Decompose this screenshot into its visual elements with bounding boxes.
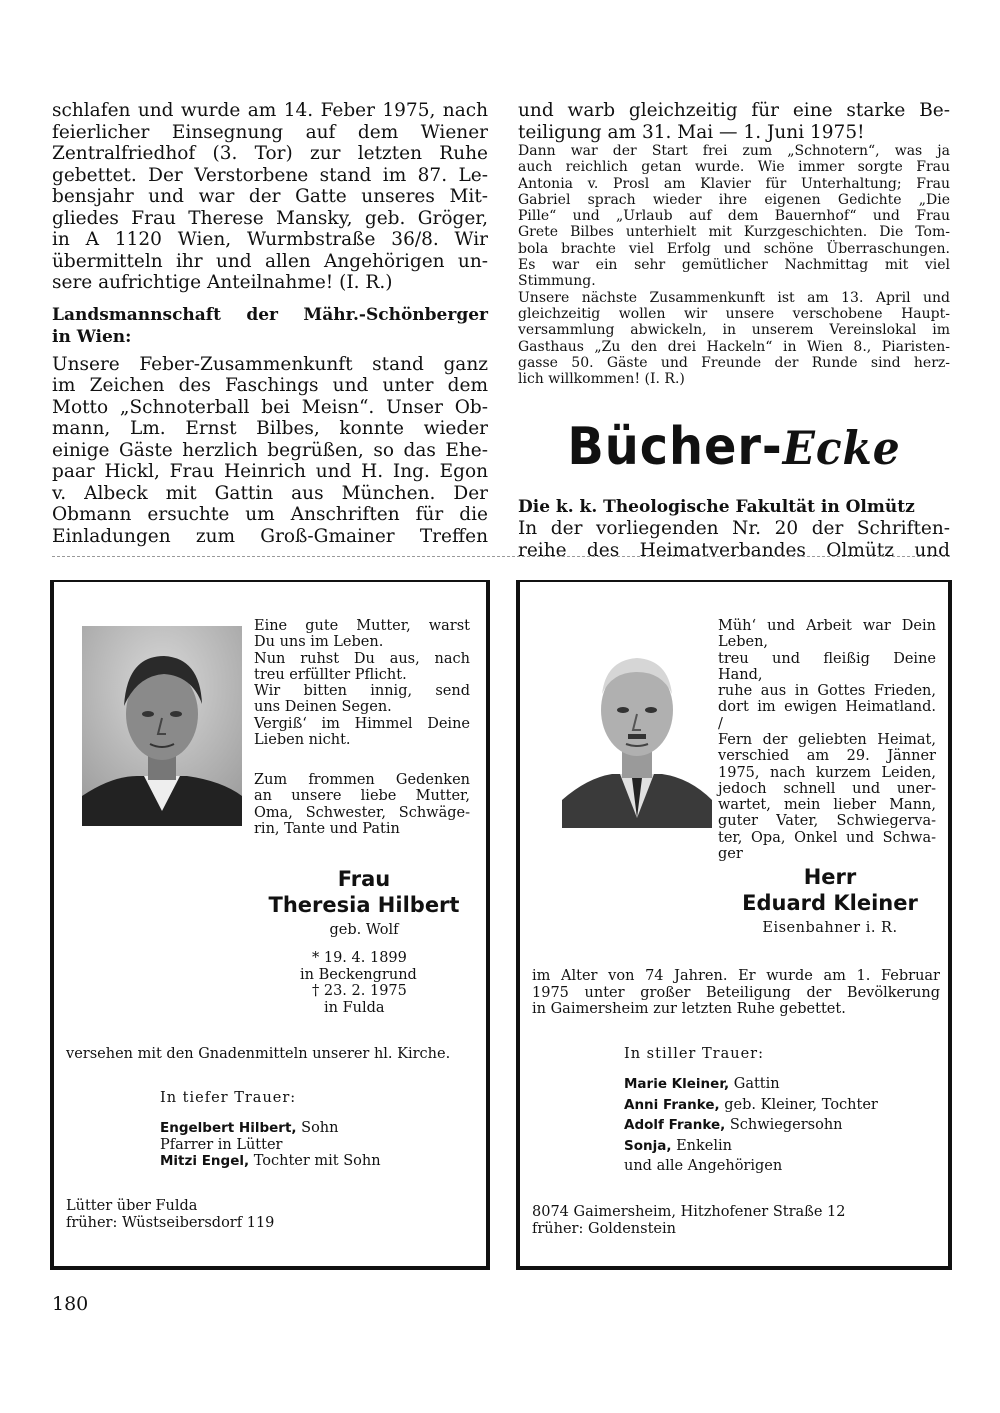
- text-line: Unsere nächste Zusammenkunft ist am 13. April und: [518, 289, 950, 306]
- verse-line: Nun ruhst Du aus, nach: [254, 650, 470, 667]
- mourner-relation: und alle Angehörigen: [624, 1158, 783, 1174]
- text-line: Gasthaus „Zu den drei Hackeln“ in Wien 8., Piaristen-: [518, 338, 950, 355]
- text-line: gasse 50. Gäste und Freunde der Runde sind herz-: [518, 354, 950, 371]
- occupation: Eisenbahner i. R.: [762, 920, 898, 936]
- mourner-name: Adolf Franke,: [624, 1117, 726, 1133]
- verse-line: wartet, mein lieber Mann,: [718, 797, 936, 814]
- portrait-photo-woman: [82, 626, 242, 826]
- death-place: in Fulda: [324, 999, 385, 1016]
- mourner-name: Anni Franke,: [624, 1096, 720, 1113]
- text-line: gebettet. Der Verstorbene stand im 87. Le-: [52, 164, 488, 186]
- text-line: v. Albeck mit Gattin aus München. Der: [52, 482, 488, 504]
- text-line: gliedes Frau Therese Mansky, geb. Gröger,: [52, 207, 488, 229]
- verse-line: dort im ewigen Heimatland.: [718, 699, 936, 716]
- verse-line: Oma, Schwester, Schwäge-: [254, 804, 470, 821]
- right-column: [518, 100, 950, 561]
- verse-line: Hand,: [718, 666, 763, 683]
- address-line: früher: Goldenstein: [532, 1220, 676, 1237]
- name-prefix: Herr: [803, 865, 857, 889]
- heading-word: der: [246, 304, 279, 325]
- birth-place: in Beckengrund: [300, 966, 417, 983]
- text-line: übermitteln ihr und allen Angehörigen un-: [52, 250, 488, 272]
- text-line: schlafen und wurde am 14. Feber 1975, nach: [52, 100, 488, 121]
- left-paragraph-1: [52, 100, 488, 294]
- verse-line: guter Vater, Schwiegerva-: [718, 813, 936, 830]
- deceased-name-block: [710, 864, 950, 937]
- memorial-text: [718, 732, 936, 862]
- memorial-dedication: [254, 772, 470, 837]
- verse-line: Lieben nicht.: [254, 732, 351, 749]
- text-line: 1975 unter großer Beteiligung der Bevölkerung: [532, 984, 940, 1001]
- verse-line: rin, Tante und Patin: [254, 820, 400, 837]
- mourner-relation: Enkelin: [671, 1137, 732, 1154]
- address-line: 8074 Gaimersheim, Hitzhofener Straße 12: [532, 1204, 846, 1220]
- text-line: sere aufrichtige Anteilnahme! (I. R.): [52, 272, 393, 293]
- life-dates: [300, 950, 470, 1016]
- left-column: [52, 100, 488, 547]
- mourner-name: Mitzi Engel,: [160, 1153, 250, 1169]
- name-prefix: Frau: [337, 867, 391, 891]
- verse-line: uns Deinen Segen.: [254, 699, 392, 716]
- verse-line: Eine gute Mutter, warst: [254, 618, 470, 634]
- verse-line: treu erfüllter Pflicht.: [254, 666, 407, 683]
- memorial-verse: [254, 618, 470, 748]
- mourner-relation: geb. Kleiner, Tochter: [719, 1096, 878, 1113]
- text-line: und warb gleichzeitig für eine starke Be-: [518, 100, 950, 121]
- obituary-notice-kleiner: [516, 580, 952, 1270]
- mourner-relation: Schwiegersohn: [725, 1117, 843, 1133]
- heading-word: Landsmannschaft: [52, 304, 221, 325]
- deceased-name: Eduard Kleiner: [742, 891, 918, 915]
- text-line: bola brachte viel Erfolg und schöne Überraschungen.: [518, 240, 950, 257]
- text-line: Pille“ und „Urlaub auf dem Bauernhof“ und Frau: [518, 208, 950, 225]
- mourner-relation: Sohn: [296, 1120, 339, 1136]
- deceased-name: Theresia Hilbert: [268, 893, 460, 917]
- mourner-entry: [160, 1153, 381, 1170]
- book-review-heading: Die k. k. Theologische Fakultät in Olmütz: [518, 497, 915, 518]
- verse-line: an unsere liebe Mutter,: [254, 788, 470, 805]
- right-paragraph-2: [518, 143, 950, 290]
- death-date: † 23. 2. 1975: [312, 983, 407, 999]
- text-line: mann, Lm. Ernst Bilbes, konnte wieder: [52, 418, 488, 439]
- family-address: [532, 1204, 846, 1237]
- mourner-entry: [160, 1120, 381, 1137]
- right-paragraph-4: [518, 518, 950, 561]
- text-line: Unsere Feber-Zusammenkunft stand ganz: [52, 353, 488, 375]
- text-line: versammlung abwickeln, in unserem Vereinslokal im: [518, 322, 950, 339]
- mourner-relation: Tochter mit Sohn: [249, 1153, 381, 1169]
- text-line: bensjahr und war der Gatte unseres Mit-: [52, 186, 488, 207]
- mourner-entry: [624, 1095, 878, 1116]
- right-paragraph-3: [518, 290, 950, 388]
- birth-date: * 19. 4. 1899: [312, 950, 407, 966]
- mourning-intro: In stiller Trauer:: [624, 1046, 764, 1062]
- text-line: Es war ein sehr gemütlicher Nachmittag mit viel: [518, 257, 950, 274]
- text-line: Stimmung.: [518, 273, 596, 290]
- verse-line: verschied am 29. Jänner: [718, 748, 936, 765]
- sacraments-line: versehen mit den Gnadenmitteln unserer hl. Kirche.: [66, 1046, 451, 1062]
- mourner-relation: Pfarrer in Lütter: [160, 1136, 283, 1153]
- mourners-list: [624, 1074, 878, 1177]
- text-line: im Alter von 74 Jahren. Er wurde am 1. Februar: [532, 968, 940, 984]
- mourner-name: Sonja,: [624, 1137, 672, 1154]
- text-line: Antonia v. Prosl am Klavier für Unterhaltung; Frau: [518, 175, 950, 192]
- text-line: Motto „Schnoterball bei Meisn“. Unser Ob-: [52, 396, 488, 418]
- address-line: früher: Wüstseibersdorf 119: [66, 1214, 275, 1231]
- maiden-name: geb. Wolf: [329, 922, 399, 938]
- family-address: [66, 1198, 274, 1231]
- text-line: In der vorliegenden Nr. 20 der Schriften-: [518, 518, 950, 540]
- text-line: Dann war der Start frei zum „Schnotern“, was ja: [518, 143, 950, 159]
- text-line: paar Hickl, Frau Heinrich und H. Ing. Egon: [52, 461, 488, 482]
- verse-line: Müh‘ und Arbeit war Dein: [718, 618, 936, 634]
- text-line: feierlicher Einsegnung auf dem Wiener: [52, 121, 488, 143]
- verse-line: ter, Opa, Onkel und Schwa-: [718, 829, 936, 846]
- verse-line: Fern der geliebten Heimat,: [718, 732, 936, 748]
- verse-line: ruhe aus in Gottes Frieden,: [718, 683, 936, 700]
- mourner-name: Marie Kleiner,: [624, 1076, 730, 1092]
- text-line: Einladungen zum Groß-Gmainer Treffen: [52, 525, 488, 547]
- verse-line: Du uns im Leben.: [254, 634, 384, 651]
- verse-line: Leben,: [718, 634, 769, 651]
- right-paragraph-1: [518, 100, 950, 143]
- verse-line: jedoch schnell und uner-: [718, 780, 936, 797]
- mourning-intro: In tiefer Trauer:: [160, 1090, 297, 1106]
- page-number: 180: [52, 1293, 89, 1315]
- text-line: einige Gäste herzlich begrüßen, so das Ehe-: [52, 439, 488, 461]
- mourner-entry: [624, 1156, 878, 1177]
- text-line: Obmann ersuchte um Anschriften für die: [52, 504, 488, 525]
- mourners-list: [160, 1120, 381, 1170]
- section-heading-landsmannschaft: [52, 304, 488, 348]
- text-line: in A 1120 Wien, Wurmbstraße 36/8. Wir: [52, 229, 488, 250]
- text-line: in Gaimersheim zur letzten Ruhe gebettet.: [532, 1001, 846, 1017]
- slash-mark: /: [718, 715, 723, 732]
- books-corner-title: [535, 417, 932, 478]
- mourner-relation: Gattin: [729, 1076, 780, 1092]
- text-line: Gabriel sprach wieder ihre eigenen Gedichte „Die: [518, 191, 950, 208]
- verse-line: treu und fleißig Deine: [718, 650, 936, 667]
- verse-line: Vergiß‘ im Himmel Deine: [254, 715, 470, 732]
- mourner-entry: [624, 1136, 878, 1157]
- mourner-name: Engelbert Hilbert,: [160, 1120, 297, 1136]
- text-line: gleichzeitig wollen wir unsere verschobene Haupt-: [518, 305, 950, 322]
- divider: [52, 556, 950, 557]
- left-paragraph-2: [52, 354, 488, 548]
- address-line: Lütter über Fulda: [66, 1198, 198, 1214]
- text-line: teiligung am 31. Mai — 1. Juni 1975!: [518, 121, 865, 143]
- text-line: reihe des Heimatverbandes Olmütz und: [518, 539, 950, 561]
- text-line: lich willkommen! (I. R.): [518, 371, 685, 388]
- heading-word: Mähr.-Schönberger: [303, 304, 488, 325]
- verse-line: ger: [718, 846, 743, 863]
- heading-line-2: in Wien:: [52, 326, 132, 347]
- obituary-text: [532, 968, 940, 1018]
- deceased-name-block: [244, 866, 484, 939]
- memorial-verse: [718, 618, 936, 732]
- portrait-photo-man: [562, 628, 712, 828]
- verse-line: 1975, nach kurzem Leiden,: [718, 764, 936, 781]
- text-line: Grete Bilbes unterhielt mit Kurzgeschichten. Die Tom-: [518, 224, 950, 241]
- text-line: im Zeichen des Faschings und unter dem: [52, 375, 488, 396]
- books-title-part: Ecke: [782, 421, 901, 476]
- mourner-entry: [624, 1074, 878, 1095]
- books-title-part: Bücher-: [567, 417, 783, 478]
- text-line: auch reichlich getan wurde. Wie immer sorgte Frau: [518, 159, 950, 176]
- verse-line: Wir bitten innig, send: [254, 683, 470, 700]
- verse-line: Zum frommen Gedenken: [254, 772, 470, 788]
- obituary-notice-hilbert: [50, 580, 490, 1270]
- text-line: Zentralfriedhof (3. Tor) zur letzten Ruhe: [52, 143, 488, 164]
- mourner-entry: [160, 1137, 381, 1154]
- mourner-entry: [624, 1115, 878, 1136]
